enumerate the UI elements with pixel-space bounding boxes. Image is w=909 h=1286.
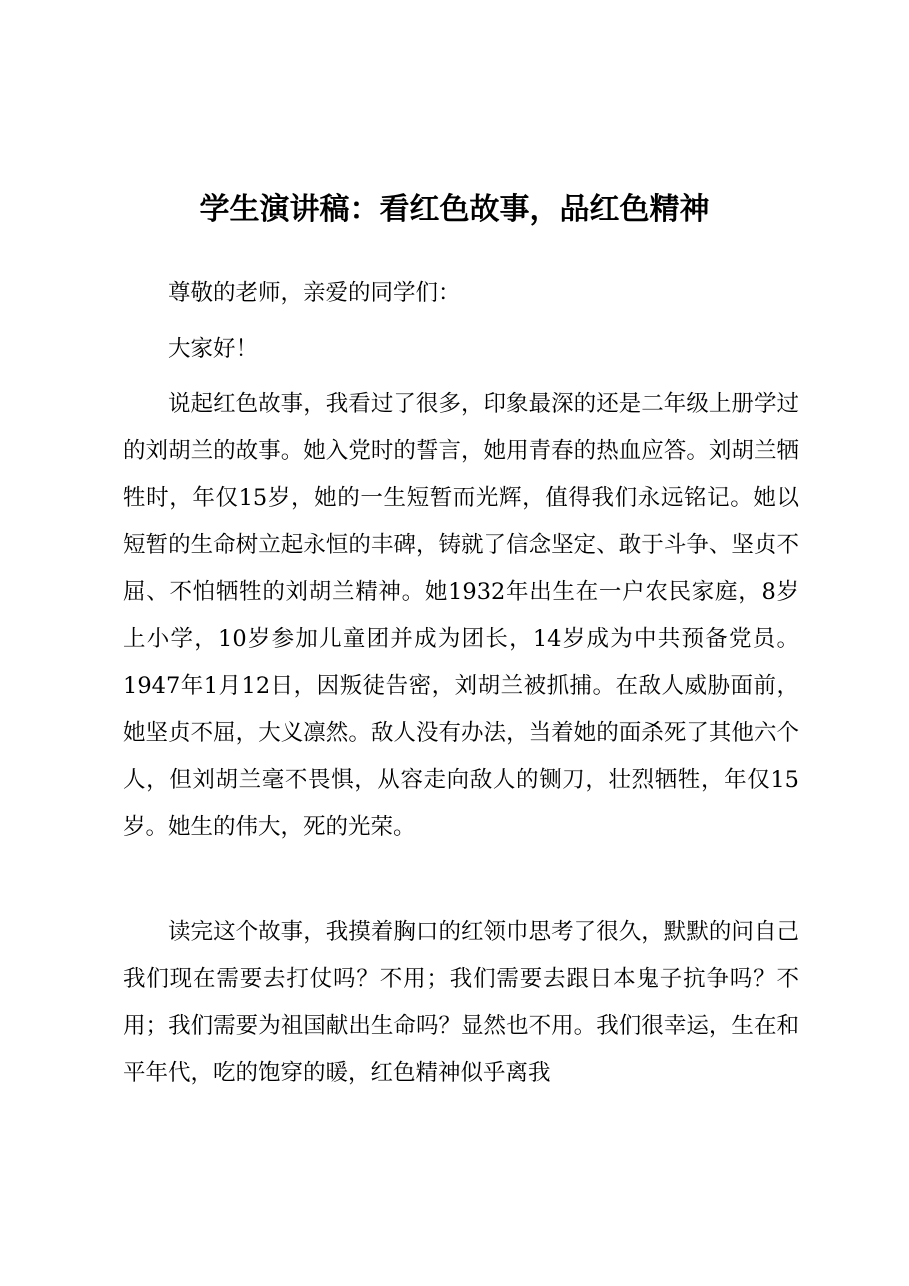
greeting-line: 尊敬的老师，亲爱的同学们： bbox=[168, 280, 461, 306]
page-title: 学生演讲稿：看红色故事，品红色精神 bbox=[199, 192, 710, 227]
paragraph: 说起红色故事，我看过了很多，印象最深的还是二年级上册学过的刘胡兰的故事。她入党时的誓言，她用青春的热血应答。刘胡兰牺牲时，年仅15岁，她的一生短暂而光辉，值得我们永远铭记。她以短暂的生命树立起永恒的丰碑，铸就了信念坚定、敢于斗争、坚贞不屈、不怕牺牲的刘胡兰精神。她1932年出生在一户农民家庭，8岁上小学，10岁参加儿童团并成为团长，14岁成为中共预备党员。1947年1月12日，因叛徒告密，刘胡兰被抓捕。在敌人威胁面前，她坚贞不屈，大义凛然。敌人没有办法，当着她的面杀死了其他六个人，但刘胡兰毫不畏惧，从容走向敌人的铡刀，壮烈牺牲，年仅15岁。她生的伟大，死的光荣。 bbox=[123, 391, 799, 840]
paragraph: 读完这个故事，我摸着胸口的红领巾思考了很久，默默的问自己我们现在需要去打仗吗？不用；我们需要去跟日本鬼子抗争吗？不用；我们需要为祖国献出生命吗？显然也不用。我们很幸运，生在和平年代，吃的饱穿的暖，红色精神似乎离我 bbox=[123, 919, 799, 1086]
hello-line: 大家好！ bbox=[168, 336, 259, 362]
